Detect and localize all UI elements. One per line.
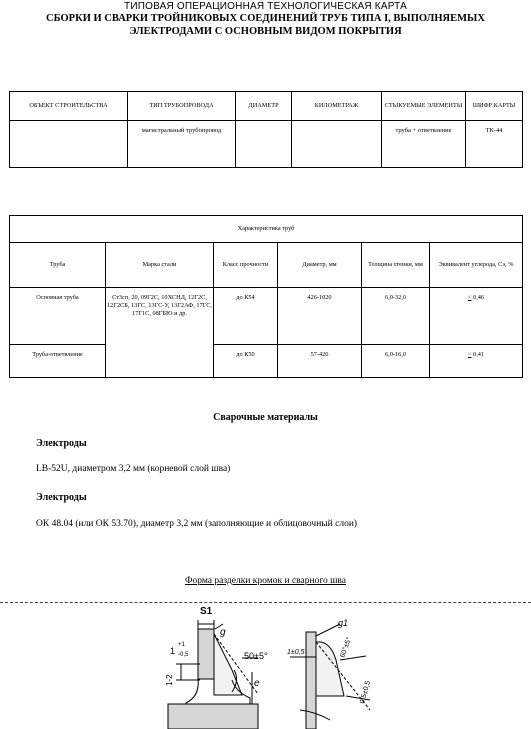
cell-strength-class: до К54: [214, 288, 278, 345]
table-header-row: [10, 243, 523, 288]
cell-carbon-equivalent: [430, 345, 523, 378]
document-title-line-1: СБОРКИ И СВАРКИ ТРОЙНИКОВЫХ СОЕДИНЕНИЙ ТРУБ ТИПА I, ВЫПОЛНЯЕМЫХ: [46, 13, 485, 24]
label-gap-tolerance-minus: -0,5: [178, 652, 189, 658]
header-carbon-equivalent: Эквивалент углерода, Сэ, %: [430, 243, 523, 288]
cell-carbon-equivalent: [430, 288, 523, 345]
table-row: [10, 288, 523, 345]
cell-wall-thickness: 6,0-32,0: [362, 288, 430, 345]
label-gap-tolerance-plus: +1: [178, 642, 185, 648]
cell-pipeline-type: магистральный трубопровод: [128, 121, 236, 168]
label-g: g: [220, 627, 226, 638]
cell-wall-thickness: 6,0-16,0: [362, 345, 430, 378]
weld-bead-right: [316, 642, 344, 696]
branch-pipe-wall-right: [306, 632, 316, 729]
less-equal-sign: <: [467, 351, 472, 358]
weld-bead: [214, 634, 242, 695]
header-pipeline-type: ТИП ТРУБОПРОВОДА: [128, 92, 236, 121]
header-wall-thickness: Толщина стенки, мм: [362, 243, 430, 288]
groove-form-title: Форма разделки кромок и сварного шва: [184, 576, 346, 586]
document-header: ТИПОВАЯ ОПЕРАЦИОННАЯ ТЕХНОЛОГИЧЕСКАЯ КАРТА: [124, 1, 407, 12]
cell-pipe: Труба-ответвление: [10, 345, 106, 378]
carbon-equivalent-value: 0,46: [471, 294, 485, 301]
branch-pipe-wall: [198, 629, 214, 679]
label-bevel-angle: 50±5°: [244, 651, 268, 661]
welding-materials-title: Сварочные материалы: [213, 412, 318, 423]
cell-diameter-mm: 426-1020: [278, 288, 362, 345]
cell-strength-class: до К50: [214, 345, 278, 378]
header-pipe: Труба: [10, 243, 106, 288]
cell-diameter: [236, 121, 292, 168]
header-diameter: ДИАМЕТР: [236, 92, 292, 121]
leader-line: [316, 624, 340, 636]
table-header-row: [10, 92, 523, 121]
cell-kilometer: [292, 121, 382, 168]
header-object: ОБЪЕКТ СТРОИТЕЛЬСТВА: [10, 92, 128, 121]
header-steel-grade: Марка стали: [106, 243, 214, 288]
label-g1: g1: [338, 618, 349, 628]
table-row: [10, 121, 523, 168]
label-gap: 1: [170, 646, 176, 656]
cell-joined-elements: труба + ответвление: [382, 121, 466, 168]
header-joined-elements: СТЫКУЕМЫЕ ЭЛЕМЕНТЫ: [382, 92, 466, 121]
less-equal-sign: <: [467, 294, 472, 301]
document-title-line-2: ЭЛЕКТРОДАМИ С ОСНОВНЫМ ВИДОМ ПОКРЫТИЯ: [129, 26, 402, 37]
weld-section-left: [168, 620, 258, 729]
label-root-face: 1-2: [165, 674, 174, 686]
cell-diameter-mm: 57-426: [278, 345, 362, 378]
weld-section-right: [290, 624, 370, 729]
cell-steel-grade: Ст3сп, 20, 09Г2С, 10ХСНД, 12Г2С, 12Г2СБ, 13ГС, 13ГС-У, 13Г2АФ, 17ГС, 17Г1С, 08ГБЮ и др.: [106, 288, 214, 378]
card-info-table: [9, 91, 523, 168]
carbon-equivalent-value: 0,41: [471, 351, 485, 358]
header-diameter-mm: Диаметр, мм: [278, 243, 362, 288]
table-row: [10, 345, 523, 378]
label-s1: S1: [200, 606, 213, 617]
header-card-code: ШИФР КАРТЫ: [466, 92, 523, 121]
table-caption: Характеристика труб: [10, 216, 523, 243]
electrodes-text-2: ОК 48.04 (или ОК 53.70), диаметр 3,2 мм (заполняющие и облицовочный слои): [36, 519, 358, 529]
label-bevel-angle-right: 60°±5°: [339, 636, 354, 659]
pipe-characteristics-table: [9, 215, 523, 378]
document-title: [0, 12, 531, 38]
header-strength-class: Класс прочности: [214, 243, 278, 288]
main-pipe-wall: [168, 704, 258, 729]
electrodes-text-1: LB-52U, диаметром 3,2 мм (корневой слой шва): [36, 464, 231, 474]
weld-groove-drawing: [0, 600, 531, 729]
cell-card-code: ТК-44: [466, 121, 523, 168]
cell-object: [10, 121, 128, 168]
electrodes-title-2: Электроды: [36, 492, 87, 503]
cell-pipe: Основная труба: [10, 288, 106, 345]
electrodes-title-1: Электроды: [36, 438, 87, 449]
table-caption-row: [10, 216, 523, 243]
label-e: e: [254, 678, 260, 689]
header-kilometer: КИЛОМЕТРАЖ: [292, 92, 382, 121]
label-root-right: 0,5±0,5: [359, 680, 372, 705]
label-gap-right: 1±0,5: [287, 649, 305, 656]
